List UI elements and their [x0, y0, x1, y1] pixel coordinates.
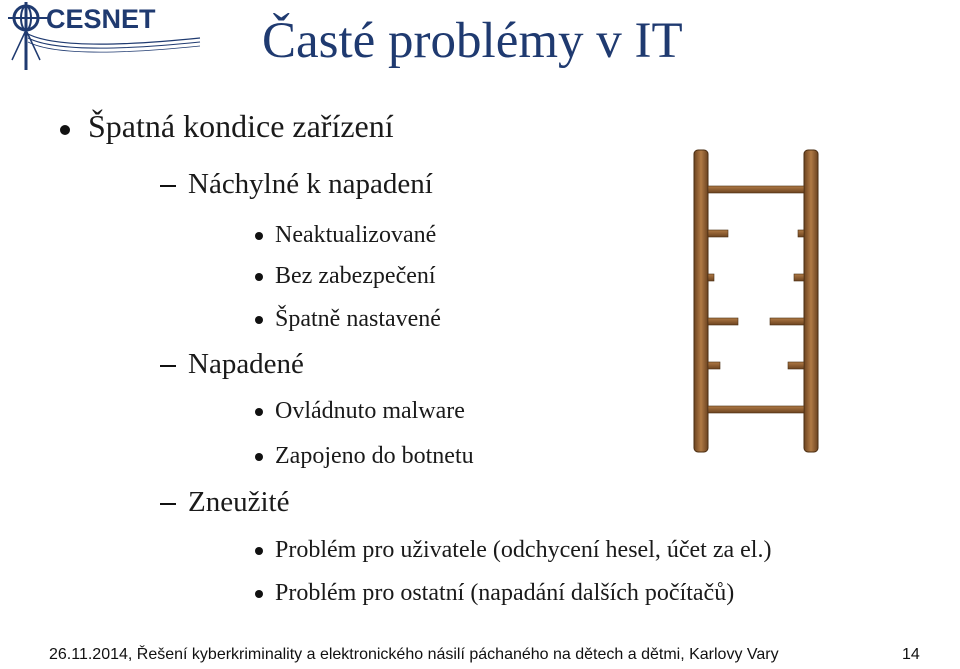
list-item-level1	[60, 108, 394, 145]
list-item-level3	[255, 537, 771, 564]
group-label: Napadené	[188, 348, 304, 380]
item-text: Problém pro uživatele (odchycení hesel, účet za el.)	[275, 537, 772, 563]
bullet-icon	[255, 408, 263, 416]
page-title: Časté problémy v IT	[262, 13, 683, 69]
cesnet-logo	[6, 0, 186, 72]
bullet-icon	[255, 316, 263, 324]
logo-text: CESNET	[46, 4, 156, 34]
bullet-icon	[255, 273, 263, 281]
list-item-level3	[255, 306, 441, 333]
item-text: Problém pro ostatní (napadání dalších počítačů)	[275, 580, 735, 606]
list-item-level3	[255, 222, 436, 249]
dash-icon	[160, 503, 176, 505]
bullet-icon	[255, 547, 263, 555]
item-text: Neaktualizované	[275, 222, 437, 248]
item-text: Bez zabezpečení	[275, 263, 436, 289]
bullet-icon	[255, 453, 263, 461]
group-label: Náchylné k napadení	[188, 168, 433, 200]
broken-ladder-icon	[690, 148, 828, 454]
list-item-level3	[255, 443, 474, 470]
group-label: Zneužité	[188, 486, 290, 518]
item-text: Ovládnuto malware	[275, 398, 465, 424]
dash-icon	[160, 365, 176, 367]
list-item-level2	[160, 168, 433, 201]
dash-icon	[160, 185, 176, 187]
item-text: Špatně nastavené	[275, 306, 441, 332]
bullet-icon	[60, 125, 70, 135]
bullet-icon	[255, 232, 263, 240]
footer-text: 26.11.2014, Řešení kyberkriminality a elektronického násilí páchaného na dětech a dětmi, Karlovy Vary	[49, 646, 779, 663]
logo-underline	[24, 32, 204, 72]
list-item-level3	[255, 263, 436, 290]
section-heading: Špatná kondice zařízení	[88, 108, 394, 144]
bullet-icon	[255, 590, 263, 598]
list-item-level2	[160, 486, 289, 519]
list-item-level3	[255, 398, 465, 425]
list-item-level3	[255, 580, 734, 607]
list-item-level2	[160, 348, 304, 381]
item-text: Zapojeno do botnetu	[275, 443, 474, 469]
page-number: 14	[902, 646, 920, 663]
